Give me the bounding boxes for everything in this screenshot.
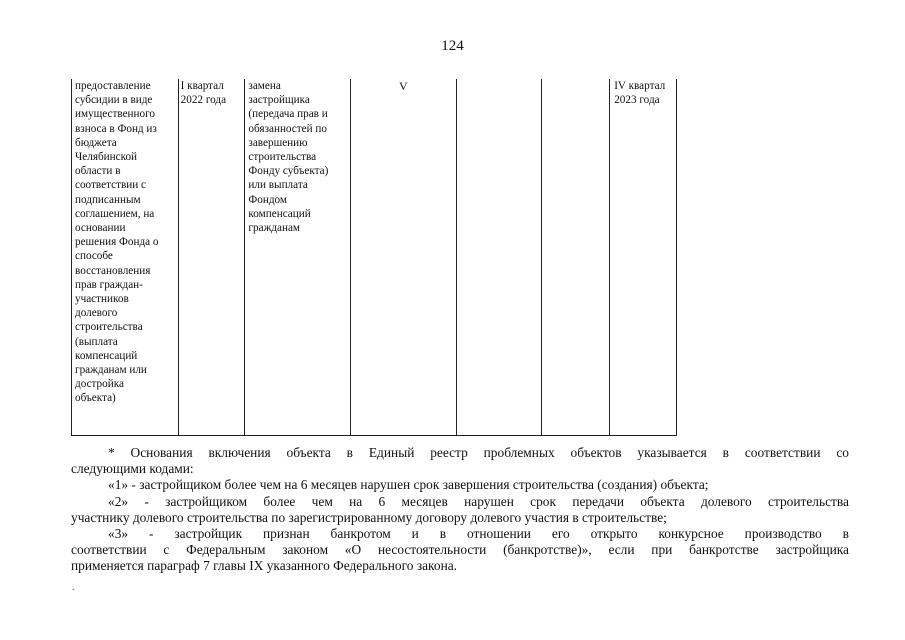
page-number: 124	[441, 38, 464, 54]
data-table	[71, 79, 677, 436]
table-cell-start-date: I квартал 2022 года	[179, 79, 246, 435]
trailing-mark: .	[72, 582, 75, 593]
code-3-line3: применяется параграф 7 главы IX указанного Федерального закона.	[71, 558, 458, 574]
code-3-line2: соответствии с Федеральным законом «О несостоятельности (банкротстве)», если при банкротстве застройщика	[71, 542, 849, 558]
table-cell-code: V	[351, 79, 457, 435]
table-cell-empty-2	[542, 79, 610, 435]
footnote-intro-line1: * Основания включения объекта в Единый реестр проблемных объектов указывается в соответствии со	[108, 445, 849, 460]
footnote-intro-line2: следующими кодами:	[71, 461, 194, 477]
table-cell-measure: предоставление субсидии в виде имущественного взноса в Фонд из бюджета Челябинской области в соответствии с подписанным соглашением, на основании решения Фонда о способе восстановления прав граждан- участников долевого строительства (выплата компенсаций гражданам или достройка объекта)	[72, 79, 179, 435]
code-2-line1: «2» - застройщиком более чем на 6 месяцев нарушен срок передачи объекта долевого строительства	[108, 493, 849, 509]
table-cell-empty-1	[457, 79, 543, 435]
table-cell-method: замена застройщика (передача прав и обязанностей по завершению строительства Фонду субъекта) или выплата Фондом компенсаций гражданам	[245, 79, 351, 435]
code-2-line2: участнику долевого строительства по зарегистрированному договору долевого участия в строительстве;	[71, 509, 667, 525]
footnotes	[71, 445, 849, 575]
table-cell-end-date: IV квартал 2023 года	[614, 80, 666, 107]
code-1-text: «1» - застройщиком более чем на 6 месяцев нарушен срок завершения строительства (создания) объекта;	[108, 477, 709, 493]
code-3-line1: «3» - застройщик признан банкротом и в отношении его открыто конкурсное производство в	[108, 526, 849, 542]
